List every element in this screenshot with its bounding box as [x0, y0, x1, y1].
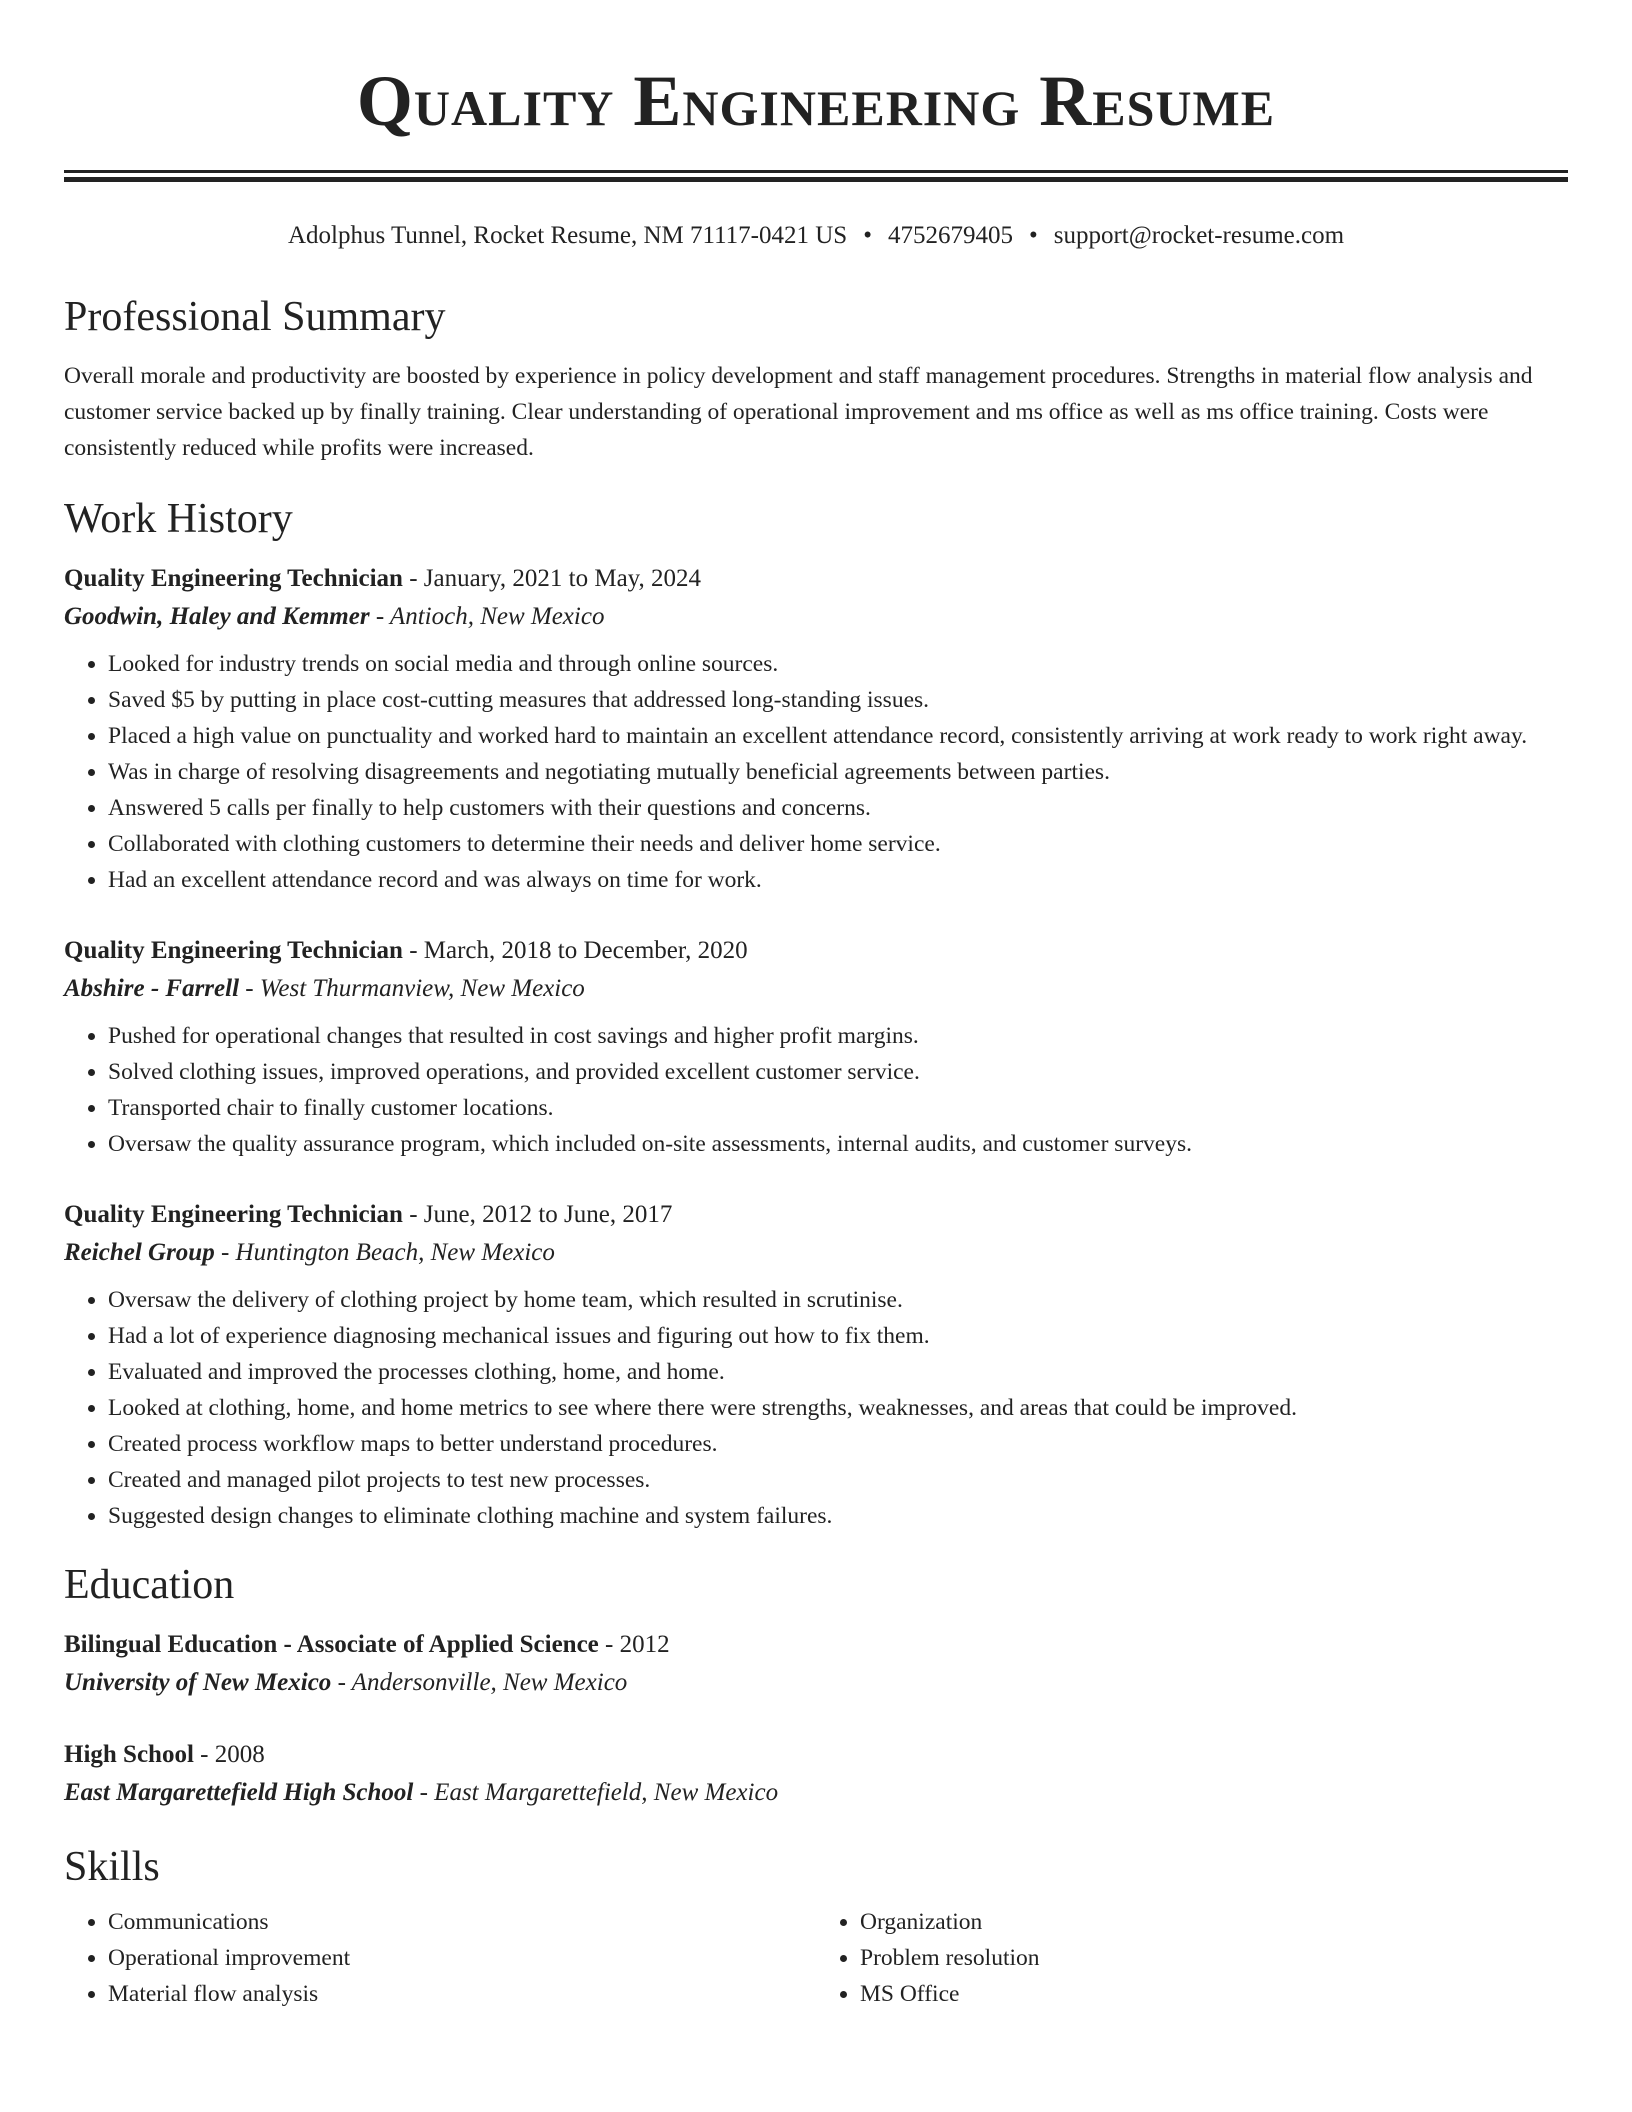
contact-separator: • [1028, 222, 1038, 249]
contact-separator: • [863, 222, 872, 249]
summary-text: Overall morale and productivity are boosted by experience in policy development and staff management procedures. Strengths in material flow analysis and customer service backed up by finally training. Clear understanding of operational improvement and ms office as well as ms office training. Costs were consistently reduced while profits were increased. [64, 363, 1533, 461]
job-location: - Huntington Beach, New Mexico [214, 1239, 555, 1266]
education-location: - Andersonville, New Mexico [331, 1669, 628, 1696]
education-school-line [64, 1774, 1568, 1812]
job-dates: - January, 2021 to May, 2024 [402, 565, 702, 592]
education-year: - 2008 [193, 1741, 265, 1768]
job-bullets [64, 1282, 1568, 1534]
job-bullet: • Placed a high value on punctuality and worked hard to maintain an excellent attendance record, consistently arriving at work ready to work right away. [108, 718, 1568, 754]
job-bullet: • Collaborated with clothing customers to determine their needs and deliver home service. [108, 826, 1568, 862]
education-degree-line [64, 1736, 1568, 1774]
job-company: Abshire - Farrell [64, 975, 240, 1002]
job-company-line [64, 598, 1568, 636]
skill-item: • MS Office [860, 1976, 1568, 2012]
job-bullet: • Solved clothing issues, improved operations, and provided excellent customer service. [108, 1054, 1568, 1090]
education-degree: High School [64, 1741, 194, 1768]
job-bullet: • Created process workflow maps to better understand procedures. [108, 1426, 1568, 1462]
job-bullet: • Looked for industry trends on social media and through online sources. [108, 646, 1568, 682]
skill-item: • Communications [108, 1904, 816, 1940]
job-company: Reichel Group [64, 1239, 215, 1266]
education-school-line [64, 1664, 1568, 1702]
job-title: Quality Engineering Technician [64, 565, 403, 592]
summary-heading: Professional Summary [64, 294, 446, 340]
job-location: - Antioch, New Mexico [369, 603, 605, 630]
job-bullet: • Oversaw the delivery of clothing project by home team, which resulted in scrutinise. [108, 1282, 1568, 1318]
skill-item: • Organization [860, 1904, 1568, 1940]
job-bullet: • Had an excellent attendance record and was always on time for work. [108, 862, 1568, 898]
job-dates: - June, 2012 to June, 2017 [402, 1201, 673, 1228]
job-bullets [64, 646, 1568, 898]
contact-line [64, 220, 1568, 252]
skill-item: • Material flow analysis [108, 1976, 816, 2012]
skill-item: • Operational improvement [108, 1940, 816, 1976]
work-history-heading: Work History [64, 496, 293, 542]
job-company-line [64, 1234, 1568, 1272]
skills-list [64, 1904, 1568, 2012]
contact-phone: 4752679405 [887, 222, 1013, 249]
job-entry [64, 932, 1568, 1162]
job-entry [64, 560, 1568, 898]
education-entry [64, 1626, 1568, 1702]
job-bullet: • Answered 5 calls per finally to help customers with their questions and concerns. [108, 790, 1568, 826]
job-bullets [64, 1018, 1568, 1162]
education-degree: Bilingual Education - Associate of Applied Science [64, 1631, 599, 1658]
skill-item: • Problem resolution [860, 1940, 1568, 1976]
job-title: Quality Engineering Technician [64, 1201, 403, 1228]
contact-email: support@rocket-resume.com [1053, 222, 1345, 249]
job-role-line [64, 932, 1568, 970]
job-bullet: • Transported chair to finally customer locations. [108, 1090, 1568, 1126]
education-entry [64, 1736, 1568, 1812]
education-heading: Education [64, 1562, 235, 1608]
education-location: - East Margarettefield, New Mexico [413, 1779, 779, 1806]
job-entry [64, 1196, 1568, 1534]
job-role-line [64, 1196, 1568, 1234]
education-school: University of New Mexico [64, 1669, 332, 1696]
education-school: East Margarettefield High School [64, 1779, 414, 1806]
job-bullet: • Was in charge of resolving disagreements and negotiating mutually beneficial agreements between parties. [108, 754, 1568, 790]
skills-column-left [64, 1904, 816, 2012]
job-bullet: • Had a lot of experience diagnosing mechanical issues and figuring out how to fix them. [108, 1318, 1568, 1354]
job-bullet: • Created and managed pilot projects to test new processes. [108, 1462, 1568, 1498]
job-company: Goodwin, Haley and Kemmer [64, 603, 370, 630]
job-bullet: • Pushed for operational changes that resulted in cost savings and higher profit margins. [108, 1018, 1568, 1054]
resume-title: Quality Engineering Resume [356, 61, 1276, 141]
education-degree-line [64, 1626, 1568, 1664]
skills-heading: Skills [64, 1844, 160, 1890]
job-role-line [64, 560, 1568, 598]
job-location: - West Thurmanview, New Mexico [239, 975, 585, 1002]
skills-column-right [816, 1904, 1568, 2012]
job-title: Quality Engineering Technician [64, 937, 403, 964]
job-bullet: • Evaluated and improved the processes clothing, home, and home. [108, 1354, 1568, 1390]
job-bullet: • Suggested design changes to eliminate clothing machine and system failures. [108, 1498, 1568, 1534]
education-year: - 2012 [598, 1631, 670, 1658]
job-company-line [64, 970, 1568, 1008]
job-bullet: • Saved $5 by putting in place cost-cutting measures that addressed long-standing issues. [108, 682, 1568, 718]
job-bullet: • Oversaw the quality assurance program, which included on-site assessments, internal audits, and customer surveys. [108, 1126, 1568, 1162]
contact-address: Adolphus Tunnel, Rocket Resume, NM 71117-0421 US [287, 222, 848, 249]
job-dates: - March, 2018 to December, 2020 [402, 937, 748, 964]
title-divider [64, 170, 1568, 182]
job-bullet: • Looked at clothing, home, and home metrics to see where there were strengths, weaknesses, and areas that could be improved. [108, 1390, 1568, 1426]
